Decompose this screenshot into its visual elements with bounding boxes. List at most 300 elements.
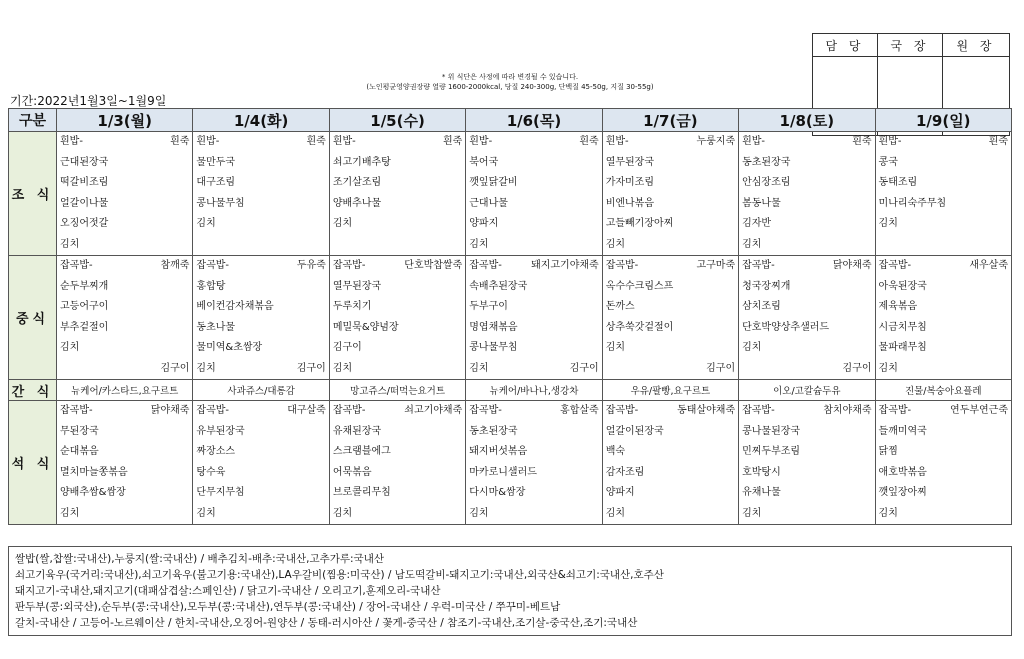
menu-item-name: 김치: [196, 362, 216, 374]
menu-item: [57, 214, 192, 235]
menu-item-name: 잡곡밥-: [469, 260, 502, 271]
menu-item: [57, 483, 192, 504]
menu-item: [193, 463, 328, 484]
menu-item: [330, 256, 465, 277]
menu-item: [466, 318, 601, 339]
menu-item-name: 돼지버섯볶음: [469, 446, 528, 457]
meal-cell: [875, 256, 1011, 380]
menu-item: [330, 235, 465, 256]
menu-item: [193, 318, 328, 339]
menu-item: [603, 442, 738, 463]
snack-cell: 망고쥬스/떠먹는요거트: [329, 380, 465, 401]
menu-item-name: 동초된장국: [742, 156, 791, 168]
menu-item-name: 흰밥-: [605, 136, 629, 147]
menu-item-name: 김치: [742, 342, 762, 353]
menu-item-name: 동초된장국: [469, 425, 518, 437]
menu-item-name: 김치: [742, 507, 762, 519]
menu-item: [57, 442, 192, 463]
menu-item-name: 상추쑥갓겉절이: [605, 321, 674, 333]
menu-item-name: 잡곡밥-: [196, 260, 230, 271]
menu-item: [193, 422, 328, 443]
approval-header-head: 원 장: [943, 34, 1010, 57]
menu-item-name: 잡곡밥-: [742, 405, 775, 416]
menu-item-name: 잡곡밥-: [60, 405, 93, 416]
menu-item-name: 호박탕시: [742, 466, 781, 478]
menu-item: [330, 442, 465, 463]
menu-item: [603, 194, 738, 215]
menu-item-name: 김치: [469, 507, 489, 519]
snack-cell: 이오/고칼슘두유: [739, 380, 875, 401]
menu-item-name: 물미역&초쌈장: [196, 342, 263, 353]
menu-item: [739, 235, 874, 256]
snack-cell: 진물/복숭아요플레: [875, 380, 1011, 401]
meal-cell: [739, 401, 875, 525]
menu-item: [603, 504, 738, 525]
menu-item-extra: 새우살죽: [969, 260, 1008, 271]
menu-item: [466, 214, 601, 235]
menu-item-name: 두루치기: [332, 301, 372, 312]
menu-item: [739, 442, 874, 463]
header-row: [9, 109, 1012, 132]
menu-item: [603, 401, 738, 422]
menu-item: [466, 235, 601, 256]
menu-item: [193, 173, 328, 194]
menu-item-name: 고등어구이: [60, 301, 109, 312]
menu-item-name: 흰밥-: [878, 136, 902, 147]
day-header: 1/7(금): [602, 109, 738, 132]
menu-item-name: 콩나물무침: [469, 342, 518, 353]
menu-item-name: 콩나물무침: [196, 197, 245, 209]
menu-item-extra: 두유죽: [296, 260, 326, 271]
dinner-row: [9, 401, 1012, 525]
breakfast-row: [9, 132, 1012, 256]
menu-table: [8, 108, 1012, 525]
menu-item: [57, 132, 192, 153]
approval-header-staff: 담 당: [813, 34, 878, 57]
meal-cell: [466, 256, 602, 380]
menu-item-name: 아욱된장국: [878, 280, 927, 292]
menu-item: [466, 194, 601, 215]
menu-item: [876, 214, 1011, 235]
menu-item-name: 열무된장국: [332, 280, 382, 292]
menu-item-name: 김치: [605, 507, 626, 519]
menu-item-extra: 흰죽: [852, 136, 872, 147]
menu-item: [739, 297, 874, 318]
menu-item-extra: 단호박찹쌀죽: [404, 260, 463, 271]
menu-item: [603, 338, 738, 359]
menu-item: [603, 214, 738, 235]
menu-item-extra: 흰죽: [170, 136, 190, 147]
menu-item: [330, 153, 465, 174]
menu-item-name: 김치: [742, 238, 762, 250]
menu-item-name: 속배추된장국: [469, 280, 528, 292]
menu-item: [57, 359, 192, 380]
menu-item: [739, 483, 874, 504]
menu-item-extra: 흰죽: [306, 136, 326, 147]
menu-item: [330, 173, 465, 194]
menu-item-extra: 동태살야채죽: [677, 405, 736, 416]
menu-item: [330, 401, 465, 422]
lunch-label: 중식: [9, 256, 57, 380]
menu-item-name: 다시마&쌈장: [469, 487, 526, 498]
menu-item-name: 김치: [196, 218, 216, 229]
breakfast-label: 조 식: [9, 132, 57, 256]
menu-item: [876, 463, 1011, 484]
menu-item-name: 옥수수크림스프: [605, 280, 674, 292]
menu-item-name: 흰밥-: [196, 136, 220, 147]
menu-item-name: 삼치조림: [742, 301, 781, 312]
menu-item-name: 유채된장국: [332, 425, 382, 437]
menu-item-name: 양배추쌈&쌈장: [60, 487, 126, 498]
menu-item: [330, 483, 465, 504]
menu-item: [57, 422, 192, 443]
menu-item: [330, 504, 465, 525]
menu-item: [193, 256, 328, 277]
menu-item: [876, 338, 1011, 359]
menu-item-name: 유부된장국: [196, 425, 245, 437]
menu-item-name: 명엽채볶음: [469, 321, 518, 333]
menu-item: [739, 463, 874, 484]
menu-item-name: 잡곡밥-: [332, 260, 366, 271]
menu-item: [57, 277, 192, 298]
meal-cell: [739, 132, 875, 256]
menu-item-extra: 쇠고기야채죽: [404, 405, 463, 416]
menu-item-name: 단무지무침: [196, 487, 245, 498]
menu-item: [876, 235, 1011, 256]
menu-item: [57, 463, 192, 484]
menu-item-extra: 누룽지죽: [696, 136, 736, 147]
day-header: 1/5(수): [329, 109, 465, 132]
dinner-label: 석 식: [9, 401, 57, 525]
menu-item: [466, 277, 601, 298]
menu-item: [466, 442, 601, 463]
menu-item-name: 순두부찌개: [60, 280, 109, 292]
menu-item-name: 얼갈이나물: [60, 197, 109, 209]
menu-item-name: 김구이: [332, 342, 362, 353]
menu-item-name: 김치: [332, 362, 353, 374]
menu-item: [876, 422, 1011, 443]
menu-item-name: 깻잎닭갈비: [469, 177, 518, 188]
menu-item-name: 시금치무침: [878, 321, 927, 333]
menu-item-name: 애호박볶음: [878, 466, 927, 478]
menu-item: [193, 442, 328, 463]
menu-item-name: 북어국: [469, 156, 499, 168]
menu-item-extra: 참깨죽: [160, 260, 190, 271]
menu-item-name: 제육볶음: [878, 301, 918, 312]
menu-item: [876, 277, 1011, 298]
menu-item: [466, 338, 601, 359]
menu-item: [57, 235, 192, 256]
meal-cell: [57, 132, 193, 256]
menu-item-name: 잡곡밥-: [878, 260, 912, 271]
menu-item-extra: 연두부연근죽: [950, 405, 1008, 416]
menu-item: [739, 318, 874, 339]
meal-cell: [329, 256, 465, 380]
menu-item-name: 콩국: [878, 156, 898, 168]
menu-item-name: 멸치마늘쫑볶음: [60, 466, 128, 478]
menu-item-name: 민찌두부조림: [742, 446, 801, 457]
menu-item: [57, 318, 192, 339]
origin-info: [8, 546, 1012, 636]
menu-item-name: 돈까스: [605, 301, 635, 312]
notice: [330, 72, 690, 92]
menu-item: [876, 359, 1011, 380]
menu-item-name: 고들빼기장아찌: [605, 218, 674, 229]
menu-item-extra: 참치야채죽: [823, 405, 872, 416]
menu-item: [603, 422, 738, 443]
menu-item: [876, 297, 1011, 318]
menu-item-name: 양배추나물: [332, 197, 382, 209]
menu-item: [466, 504, 601, 525]
menu-item-name: 김치: [469, 238, 489, 250]
menu-item-extra: 돼지고기야채죽: [531, 260, 599, 271]
menu-item-name: 안심장조림: [742, 177, 791, 188]
menu-item-name: 물만두국: [196, 156, 236, 168]
menu-item: [603, 463, 738, 484]
menu-item: [330, 132, 465, 153]
menu-item-name: 잡곡밥-: [60, 260, 93, 271]
menu-item: [193, 297, 328, 318]
menu-item: [603, 318, 738, 339]
menu-item-name: 무된장국: [60, 425, 99, 437]
menu-item-name: 잡곡밥-: [469, 405, 502, 416]
menu-item: [876, 194, 1011, 215]
menu-item: [739, 504, 874, 525]
menu-item: [193, 132, 328, 153]
menu-item-name: 김자반: [742, 218, 772, 229]
menu-item-name: 동초나물: [196, 321, 236, 333]
menu-item: [876, 256, 1011, 277]
menu-item: [603, 277, 738, 298]
menu-item: [876, 318, 1011, 339]
period-label: 기간:2022년1월3일~1월9일: [10, 94, 167, 108]
menu-item-extra: 고구마죽: [696, 260, 736, 271]
menu-item-name: 김치: [469, 362, 489, 374]
menu-item: [330, 318, 465, 339]
menu-item-extra: 닭야채죽: [150, 405, 190, 416]
origin-line: 돼지고기-국내산,돼지고기(대패삼겹살:스페인산) / 닭고기-국내산 / 오리고기,훈제오리-국내산: [15, 585, 441, 597]
menu-item-extra: 흰죽: [579, 136, 599, 147]
day-header: 1/4(화): [193, 109, 329, 132]
menu-item-name: 김치: [60, 342, 80, 353]
menu-item: [876, 132, 1011, 153]
menu-item: [466, 173, 601, 194]
menu-item: [603, 359, 738, 380]
menu-item: [193, 153, 328, 174]
menu-item-name: 흰밥-: [469, 136, 493, 147]
menu-item: [603, 256, 738, 277]
menu-item-name: 짜장소스: [196, 446, 236, 457]
menu-item-extra: 흰죽: [442, 136, 463, 147]
menu-item-name: 청국장찌개: [742, 280, 791, 292]
menu-item: [466, 422, 601, 443]
menu-item-extra: 흰죽: [988, 136, 1008, 147]
menu-item-extra: 김구이: [706, 362, 736, 374]
menu-item-name: 김치: [196, 507, 216, 519]
menu-item-name: 메밀묵&양념장: [332, 321, 399, 333]
menu-item: [739, 132, 874, 153]
menu-item: [466, 132, 601, 153]
menu-item-extra: 김구이: [160, 362, 190, 374]
menu-item: [739, 401, 874, 422]
menu-item: [57, 504, 192, 525]
menu-item-name: 김치: [878, 362, 898, 374]
meal-cell: [466, 401, 602, 525]
menu-item-extra: 김구이: [569, 362, 599, 374]
menu-item-name: 두부구이: [469, 301, 508, 312]
menu-item: [330, 359, 465, 380]
menu-item: [330, 338, 465, 359]
menu-item: [876, 504, 1011, 525]
menu-item: [57, 297, 192, 318]
meal-cell: [875, 401, 1011, 525]
menu-item: [330, 277, 465, 298]
snack-cell: 사과쥬스/대롱감: [193, 380, 329, 401]
origin-line: 쌀밥(쌀,찹쌀:국내산),누룽지(쌀:국내산) / 배추김치-배추:국내산,고추가루:국내산: [15, 553, 384, 565]
menu-item-name: 김치: [878, 507, 898, 519]
meal-cell: [57, 256, 193, 380]
menu-item-extra: 김구이: [296, 362, 326, 374]
menu-item-name: 양파지: [469, 218, 499, 229]
menu-item: [603, 297, 738, 318]
meal-cell: [193, 401, 329, 525]
menu-item-name: 잡곡밥-: [196, 405, 230, 416]
snack-cell: 우유/팔빵,요구르트: [602, 380, 738, 401]
menu-item: [739, 422, 874, 443]
menu-item-name: 열무된장국: [605, 156, 654, 168]
menu-item: [466, 297, 601, 318]
menu-item-name: 잡곡밥-: [332, 405, 366, 416]
menu-item: [739, 153, 874, 174]
menu-item: [330, 463, 465, 484]
meal-cell: [602, 401, 738, 525]
menu-item-name: 홍합탕: [196, 280, 226, 292]
menu-item: [57, 194, 192, 215]
menu-item-name: 깻잎장아찌: [878, 487, 927, 498]
origin-line: 판두부(콩:외국산),순두부(콩:국내산),모두부(콩:국내산),연두부(콩:국내산) / 장어-국내산 / 우럭-미국산 / 쭈꾸미-베트남: [15, 601, 561, 613]
menu-item: [330, 297, 465, 318]
menu-item-name: 잡곡밥-: [605, 405, 639, 416]
menu-item: [466, 401, 601, 422]
menu-item-name: 잡곡밥-: [605, 260, 639, 271]
snack-cell: 뉴케어/카스타드,요구르트: [57, 380, 193, 401]
day-header: 1/8(토): [739, 109, 875, 132]
menu-item: [57, 153, 192, 174]
menu-item-name: 베이컨감자채볶음: [196, 301, 274, 312]
day-header: 1/6(목): [466, 109, 602, 132]
menu-item: [57, 256, 192, 277]
menu-item: [876, 173, 1011, 194]
menu-item-name: 대구조림: [196, 177, 236, 188]
menu-item-name: 떡갈비조림: [60, 177, 109, 188]
menu-item: [193, 483, 328, 504]
day-header: 1/3(월): [57, 109, 193, 132]
menu-item-name: 콩나물된장국: [742, 425, 801, 437]
menu-item-name: 단호박양상추샐러드: [742, 321, 830, 333]
menu-item: [330, 214, 465, 235]
menu-item: [193, 401, 328, 422]
menu-item: [466, 359, 601, 380]
approval-header-director: 국 장: [878, 34, 943, 57]
menu-item-name: 김치: [605, 238, 626, 250]
menu-item-name: 김치: [60, 238, 80, 250]
menu-item-name: 동태조림: [878, 177, 918, 188]
menu-item-name: 마카로니샐러드: [469, 466, 537, 478]
menu-item-name: 미나리숙주무침: [878, 197, 947, 209]
category-header: 구분: [9, 109, 57, 132]
meal-cell: [875, 132, 1011, 256]
menu-item-name: 흰밥-: [60, 136, 83, 147]
menu-item-name: 들깨미역국: [878, 425, 927, 437]
menu-item: [603, 235, 738, 256]
meal-cell: [739, 256, 875, 380]
menu-item: [330, 194, 465, 215]
menu-item-name: 스크램블에그: [332, 446, 391, 457]
menu-item: [739, 256, 874, 277]
menu-item-extra: 대구살죽: [287, 405, 326, 416]
menu-item-extra: 김구이: [842, 362, 872, 374]
menu-item: [193, 338, 328, 359]
menu-item-name: 가자미조림: [605, 177, 654, 188]
day-header: 1/9(일): [875, 109, 1011, 132]
menu-item-name: 근대된장국: [60, 156, 109, 168]
menu-item-name: 부추겉절이: [60, 321, 109, 333]
menu-item: [876, 483, 1011, 504]
origin-line: 쇠고기육우(국거리:국내산),쇠고기육우(불고기용:국내산),LA우갈비(찜용:미국산) / 남도떡갈비-돼지고기:국내산,외국산&쇠고기:국내산,호주산: [15, 569, 664, 581]
origin-line: 갈치-국내산 / 고등어-노르웨이산 / 한치-국내산,오징어-원양산 / 동태-러시아산 / 꽃게-중국산 / 참조기-국내산,조기살-중국산,조기:국내산: [15, 617, 638, 629]
meal-cell: [602, 256, 738, 380]
menu-item-name: 봄동나물: [742, 197, 781, 209]
menu-item: [603, 173, 738, 194]
menu-item-name: 김치: [878, 218, 898, 229]
menu-item: [739, 214, 874, 235]
menu-item: [876, 401, 1011, 422]
menu-item: [330, 422, 465, 443]
menu-item-name: 오징어젓갈: [60, 218, 109, 229]
lunch-row: [9, 256, 1012, 380]
menu-item-name: 김치: [332, 218, 353, 229]
menu-item: [876, 153, 1011, 174]
menu-item: [466, 256, 601, 277]
menu-item: [603, 132, 738, 153]
menu-item-name: 근대나물: [469, 197, 508, 209]
menu-item-name: 잡곡밥-: [878, 405, 912, 416]
meal-cell: [329, 132, 465, 256]
menu-item: [57, 338, 192, 359]
menu-item: [193, 235, 328, 256]
meal-cell: [57, 401, 193, 525]
menu-item-extra: 홍합살죽: [560, 405, 599, 416]
menu-item-name: 물파래무침: [878, 342, 927, 353]
menu-item: [739, 359, 874, 380]
menu-item-name: 비엔나볶음: [605, 197, 654, 209]
menu-item-extra: 닭야채죽: [832, 260, 872, 271]
menu-item-name: 백숙: [605, 446, 626, 457]
menu-item: [739, 277, 874, 298]
snack-cell: 뉴케어/바나나,생강차: [466, 380, 602, 401]
menu-item-name: 김치: [60, 507, 80, 519]
menu-item-name: 김치: [332, 507, 353, 519]
menu-item-name: 브로콜리무침: [332, 487, 391, 498]
menu-item-name: 조기살조림: [332, 177, 382, 188]
menu-item: [739, 173, 874, 194]
menu-item: [193, 359, 328, 380]
menu-item-name: 쇠고기배추탕: [332, 156, 391, 168]
menu-item-name: 닭찜: [878, 446, 898, 457]
menu-item-name: 흰밥-: [742, 136, 766, 147]
meal-cell: [193, 256, 329, 380]
menu-item: [193, 214, 328, 235]
